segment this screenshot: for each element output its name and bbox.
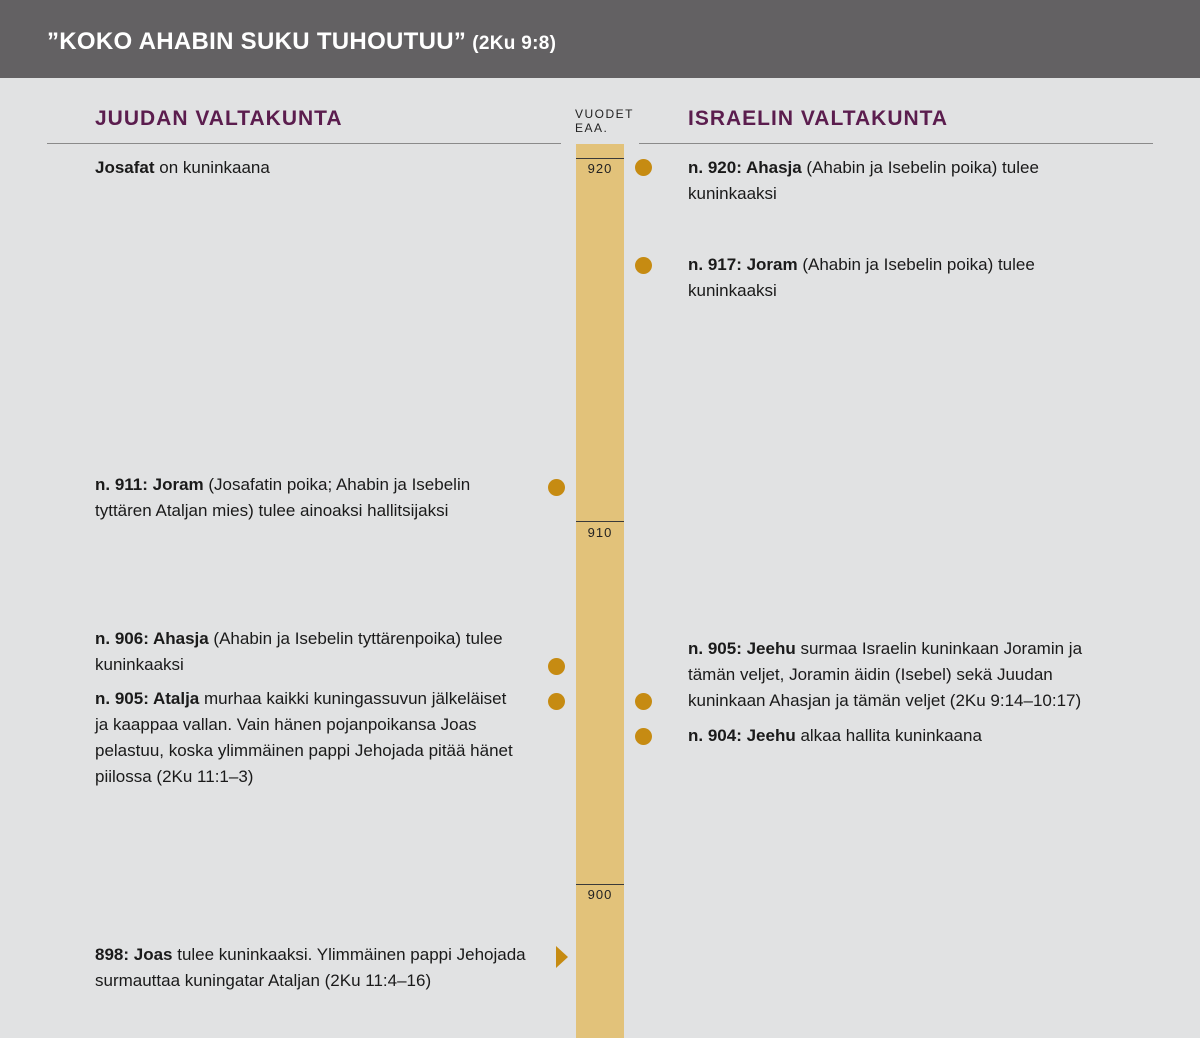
left-heading-rule (47, 143, 561, 144)
tick-910 (576, 521, 624, 522)
event-text: tulee kuninkaaksi. Ylimmäinen pappi Jehojada surmauttaa kuningatar Ataljan (2Ku 11:4–16) (95, 945, 526, 990)
israel-event-905 (688, 636, 1118, 714)
judah-event-josafat (95, 155, 545, 181)
event-heading: 898: Joas (95, 945, 173, 964)
judah-event-898 (95, 942, 550, 994)
tick-label-900: 900 (587, 887, 613, 902)
event-heading: n. 906: Ahasja (95, 629, 209, 648)
event-text: (Ahabin ja Isebelin tyttärenpoika) tulee kuninkaaksi (95, 629, 503, 674)
israel-event-920 (688, 155, 1088, 207)
judah-marker-906 (548, 658, 565, 675)
timeline-bar (576, 144, 624, 1038)
judah-marker-905 (548, 693, 565, 710)
event-text: (Ahabin ja Isebelin poika) tulee kuninkaaksi (688, 158, 1039, 203)
israel-marker-920 (635, 159, 652, 176)
event-heading: n. 911: Joram (95, 475, 204, 494)
event-heading: n. 905: Atalja (95, 689, 200, 708)
event-text: murhaa kaikki kuningassuvun jälkeläiset ja kaappaa vallan. Vain hänen pojanpoikansa Joas pelastuu, koska ylimmäinen pappi Jehojada pitää hänet piilossa (2Ku 11:1–3) (95, 689, 513, 786)
event-heading: Josafat (95, 158, 155, 177)
event-text: on kuninkaana (154, 158, 270, 177)
event-heading: n. 917: Joram (688, 255, 798, 274)
axis-heading (575, 107, 634, 135)
israel-marker-904 (635, 728, 652, 745)
tick-label-910: 910 (587, 525, 613, 540)
right-heading-rule (639, 143, 1153, 144)
event-text: surmaa Israelin kuninkaan Joramin ja tämän veljet, Joramin äidin (Isebel) sekä Juudan kuninkaan Ahasjan ja tämän veljet (2Ku 9:14–10:17) (688, 639, 1083, 710)
axis-heading-line1: VUODET (575, 107, 635, 121)
israel-column-heading: ISRAELIN VALTAKUNTA (688, 107, 949, 130)
judah-marker-898-arrow (556, 946, 568, 968)
tick-900 (576, 884, 624, 885)
title-text: ”KOKO AHABIN SUKU TUHOUTUU” (47, 28, 467, 55)
title-reference: (2Ku 9:8) (472, 33, 557, 54)
page-title (47, 28, 556, 56)
israel-marker-905 (635, 693, 652, 710)
israel-marker-917 (635, 257, 652, 274)
israel-event-904 (688, 723, 1118, 749)
judah-marker-911 (548, 479, 565, 496)
tick-label-920: 920 (587, 161, 613, 176)
event-text: alkaa hallita kuninkaana (795, 726, 982, 745)
judah-event-911 (95, 472, 525, 524)
judah-column-heading: JUUDAN VALTAKUNTA (95, 107, 343, 130)
event-heading: n. 905: Jeehu (688, 639, 796, 658)
event-heading: n. 920: Ahasja (688, 158, 802, 177)
israel-event-917 (688, 252, 1088, 304)
event-heading: n. 904: Jeehu (688, 726, 796, 745)
header-bar (0, 0, 1200, 78)
event-text: (Josafatin poika; Ahabin ja Isebelin tyttären Ataljan mies) tulee ainoaksi hallitsijaksi (95, 475, 471, 520)
judah-event-906 (95, 626, 525, 678)
judah-event-905 (95, 686, 515, 790)
tick-920 (576, 158, 624, 159)
axis-heading-line2: EAA. (575, 121, 609, 135)
event-text: (Ahabin ja Isebelin poika) tulee kuninkaaksi (688, 255, 1035, 300)
